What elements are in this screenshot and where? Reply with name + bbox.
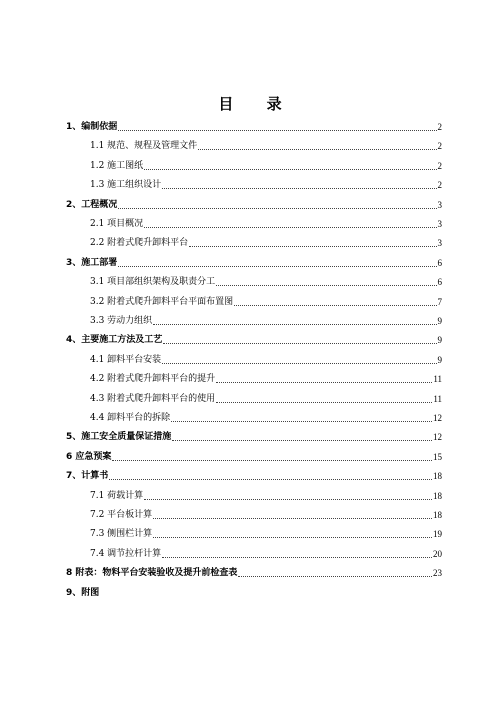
toc-entry[interactable] [90,274,442,288]
toc-leader-dots [189,246,436,247]
toc-leader-dots [144,227,436,228]
toc-entry[interactable] [90,391,442,405]
toc-entry-text: 3、施工部署 [66,258,118,268]
toc-leader-dots [162,557,432,558]
toc-entry[interactable] [90,507,442,521]
toc-entry[interactable] [66,585,442,599]
toc-entry[interactable] [90,313,442,327]
toc-entry-page: 3 [437,238,442,248]
toc-entry-text: 4、主要施工方法及工艺 [66,335,163,345]
toc-entry[interactable] [90,294,442,308]
toc-entry-text: 4.2 附着式爬升卸料平台的提升 [90,374,216,384]
toc-entry-text: 2、工程概况 [66,200,118,210]
toc-entry[interactable] [66,255,442,269]
toc-leader-dots [162,363,436,364]
toc-leader-dots [144,499,432,500]
toc-entry-page: 3 [437,219,442,229]
toc-leader-dots [171,421,432,422]
toc-entry[interactable] [90,526,442,540]
toc-entry[interactable] [90,138,442,152]
toc-entry-text: 6 应急预案 [66,452,112,462]
toc-entry-page: 2 [437,122,442,132]
toc-entry-page: 11 [433,374,442,384]
toc-entry-page: 2 [437,161,442,171]
toc-entry-page: 12 [433,432,442,442]
toc-entry-page: 2 [437,180,442,190]
toc-leader-dots [198,149,436,150]
toc-leader-dots [112,460,432,461]
toc-entry-page: 12 [433,413,442,423]
toc-entry-text: 3.1 项目部组织架构及职责分工 [90,277,216,287]
toc-entry[interactable] [66,197,442,211]
toc-entry[interactable] [66,449,442,463]
toc-leader-dots [163,343,436,344]
toc-leader-dots [109,479,432,480]
toc-entry-text: 1.1 规范、规程及管理文件 [90,141,198,151]
toc-title: 目 录 [218,95,296,113]
toc-entry-page: 9 [437,316,442,326]
toc-entry-text: 4.4 卸料平台的拆除 [90,413,171,423]
toc-leader-dots [234,305,436,306]
toc-leader-dots [162,188,436,189]
toc-leader-dots [216,382,432,383]
toc-entry-text: 1.3 施工组织设计 [90,180,162,190]
toc-leader-dots [118,266,436,267]
toc-leader-dots [216,285,436,286]
toc-entry-page: 18 [433,471,442,481]
toc-entry-text: 4.1 卸料平台安装 [90,355,162,365]
toc-entry-text: 7.2 平台板计算 [90,510,153,520]
toc-entry-text: 3.2 附着式爬升卸料平台平面布置图 [90,297,234,307]
toc-leader-dots [153,518,432,519]
toc-leader-dots [118,208,436,209]
toc-entry[interactable] [66,332,442,346]
toc-entry-page: 6 [437,277,442,287]
toc-entry[interactable] [90,410,442,424]
toc-entry-text: 7.4 调节拉杆计算 [90,549,162,559]
toc-entry-text: 7、计算书 [66,471,109,481]
toc-leader-dots [216,402,432,403]
toc-entry[interactable] [90,177,442,191]
toc-leader-dots [153,324,436,325]
toc-entry[interactable] [90,158,442,172]
toc-entry-text: 2.2 附着式爬升卸料平台 [90,238,189,248]
toc-entry-page: 9 [437,335,442,345]
toc-entry-text: 9、附图 [66,588,100,598]
toc-entry[interactable] [90,352,442,366]
toc-entry-text: 4.3 附着式爬升卸料平台的使用 [90,394,216,404]
toc-leader-dots [153,537,432,538]
toc-entry-page: 19 [433,529,442,539]
toc-entry-page: 18 [433,510,442,520]
toc-entry[interactable] [90,235,442,249]
toc-entry[interactable] [90,546,442,560]
toc-entry[interactable] [66,119,442,133]
toc-entry-page: 7 [437,297,442,307]
toc-entry[interactable] [66,468,442,482]
toc-entry-page: 15 [433,452,442,462]
toc-entry-text: 5、施工安全质量保证措施 [66,432,172,442]
toc-entry-text: 1、编制依据 [66,122,118,132]
toc-entry-page: 3 [437,200,442,210]
toc-leader-dots [238,576,432,577]
toc-entry-page: 23 [433,568,442,578]
toc-entry-text: 8 附表：物料平台安装验收及提升前检查表 [66,568,238,578]
toc-entry[interactable] [90,216,442,230]
toc-leader-dots [172,440,432,441]
toc-entry[interactable] [66,429,442,443]
toc-entry[interactable] [66,565,442,579]
toc-entry-text: 2.1 项目概况 [90,219,144,229]
toc-entry-page: 20 [433,549,442,559]
toc-entry-page: 6 [437,258,442,268]
toc-entry-text: 7.3 侧围栏计算 [90,529,153,539]
toc-entry-text: 3.3 劳动力组织 [90,316,153,326]
toc-entry[interactable] [90,488,442,502]
toc-leader-dots [144,169,436,170]
toc-entry-text: 1.2 施工图纸 [90,161,144,171]
toc-entry-page: 9 [437,355,442,365]
toc-leader-dots [118,130,436,131]
toc-entry[interactable] [90,371,442,385]
toc-entry-page: 2 [437,141,442,151]
toc-entry-page: 11 [433,394,442,404]
toc-entry-page: 18 [433,491,442,501]
toc-entry-text: 7.1 荷载计算 [90,491,144,501]
